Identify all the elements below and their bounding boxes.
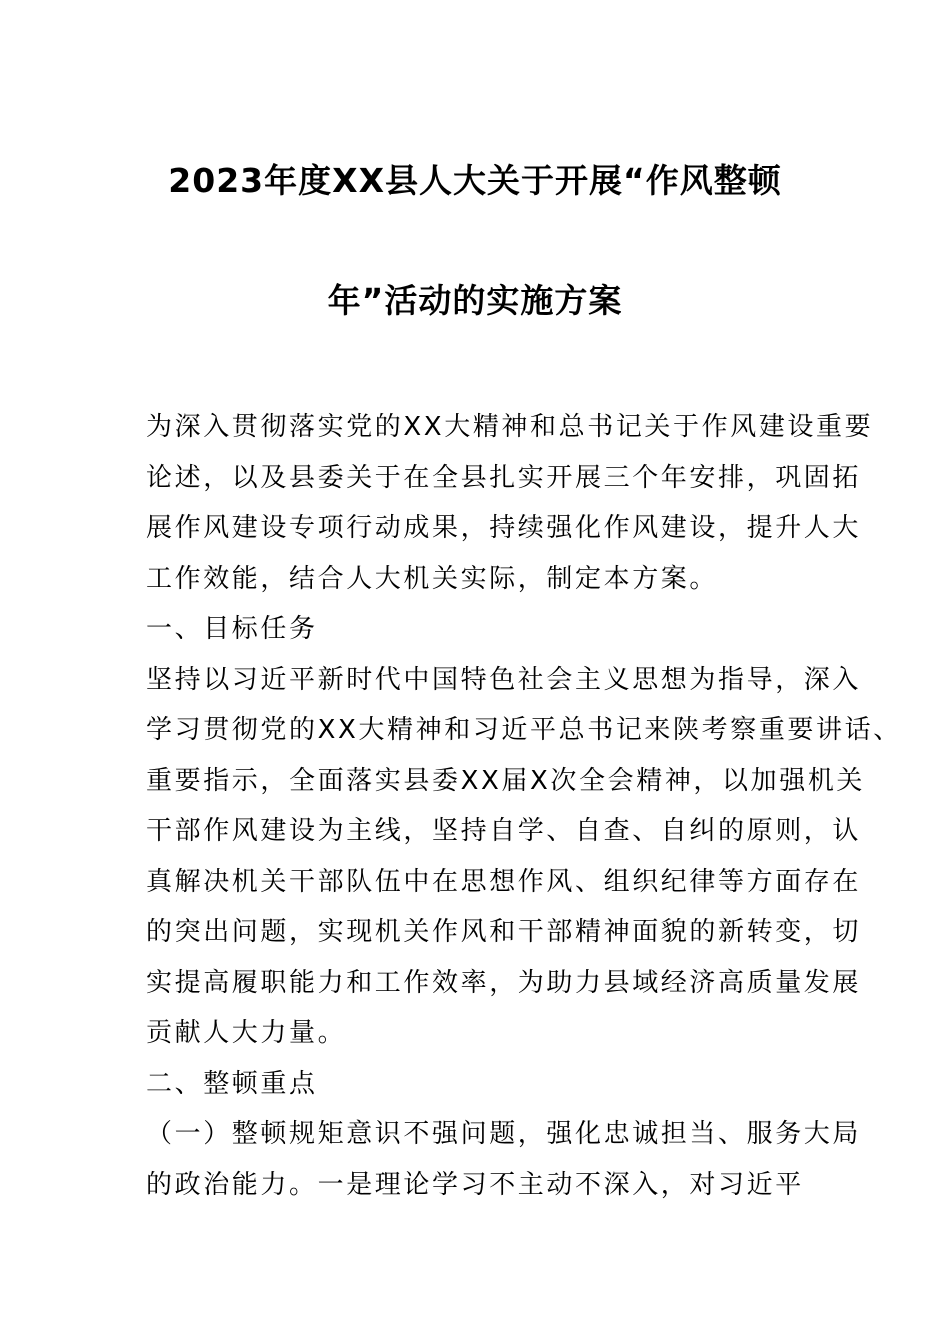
section-heading: 一、目标任务 — [146, 614, 318, 644]
body-line: 贡献人大力量。 — [146, 1018, 347, 1048]
document-title-line-2: 年”活动的实施方案 — [327, 281, 623, 320]
body-line: 的突出问题，实现机关作风和干部精神面貌的新转变，切 — [146, 917, 862, 947]
body-line: 工作效能，结合人大机关实际，制定本方案。 — [146, 563, 719, 594]
body-line: （一）整顿规矩意识不强问题，强化忠诚担当、服务大局 — [146, 1119, 862, 1149]
body-line: 重要指示，全面落实县委XX届X次全会精神，以加强机关 — [146, 765, 866, 796]
body-line: 的政治能力。一是理论学习不主动不深入，对习近平 — [146, 1169, 804, 1200]
body-line: 为深入贯彻落实党的XX大精神和总书记关于作风建设重要 — [146, 412, 874, 442]
section-heading: 二、整顿重点 — [146, 1068, 318, 1099]
body-line: 展作风建设专项行动成果，持续强化作风建设，提升人大 — [146, 513, 862, 543]
body-line: 实提高履职能力和工作效率，为助力县域经济高质量发展 — [146, 967, 862, 998]
body-line: 坚持以习近平新时代中国特色社会主义思想为指导，深入 — [146, 664, 862, 695]
body-line: 干部作风建设为主线，坚持自学、自查、自纠的原则，认 — [146, 816, 862, 846]
body-line: 学习贯彻党的XX大精神和习近平总书记来陕考察重要讲话、 — [146, 715, 902, 745]
document-body — [146, 402, 902, 1210]
document-title-line-1: 2023年度XX县人大关于开展“作风整顿 — [168, 161, 782, 200]
body-line: 真解决机关干部队伍中在思想作风、组织纪律等方面存在 — [146, 866, 862, 897]
body-line: 论述，以及县委关于在全县扎实开展三个年安排，巩固拓 — [146, 462, 862, 493]
